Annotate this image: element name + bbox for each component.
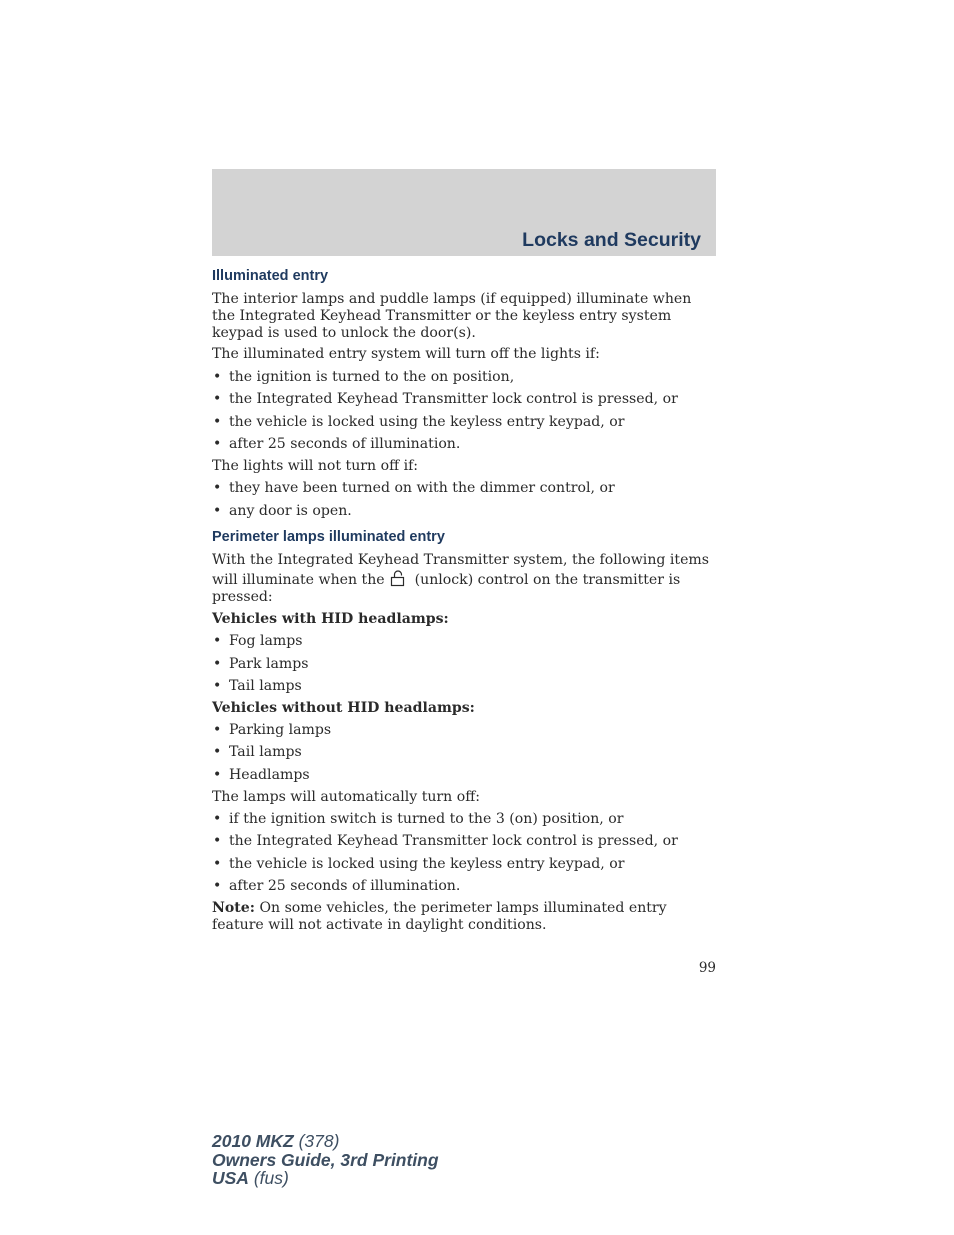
- heading-illuminated-entry: Illuminated entry: [212, 268, 329, 284]
- list-item: • any door is open.: [212, 503, 716, 520]
- paragraph-perimeter-intro: [212, 552, 716, 605]
- page-content: [212, 266, 716, 934]
- footer-market-code: (fus): [253, 1168, 289, 1189]
- list-non-hid-lamps: [212, 722, 716, 784]
- subheading-non-hid: Vehicles without HID headlamps:: [212, 699, 475, 716]
- list-item: • Tail lamps: [212, 744, 716, 761]
- list-item: • the vehicle is locked using the keyless entry keypad, or: [212, 856, 716, 873]
- list-item: • the ignition is turned to the on position,: [212, 369, 716, 386]
- list-item: • Headlamps: [212, 767, 716, 784]
- footer-edition-info: [212, 1132, 439, 1188]
- intro-text-after-icon: (unlock) control on the transmitter is pressed:: [212, 572, 681, 605]
- section-title: Locks and Security: [522, 229, 701, 251]
- footer-line-1: [212, 1132, 439, 1151]
- list-item: • if the ignition switch is turned to the 3 (on) position, or: [212, 811, 716, 828]
- list-not-off: [212, 480, 716, 519]
- footer-model-code: (378): [298, 1131, 340, 1151]
- list-item: • after 25 seconds of illumination.: [212, 878, 716, 895]
- list-item: • they have been turned on with the dimmer control, or: [212, 480, 716, 497]
- paragraph-turn-off-intro: The illuminated entry system will turn off the lights if:: [212, 346, 600, 363]
- footer-line-2: Owners Guide, 3rd Printing: [212, 1149, 439, 1170]
- paragraph-auto-off-intro: The lamps will automatically turn off:: [212, 788, 480, 805]
- note-text: On some vehicles, the perimeter lamps illuminated entry feature will not activate in daylight conditions.: [212, 900, 667, 933]
- page-number: 99: [698, 960, 716, 976]
- list-item: • the Integrated Keyhead Transmitter lock control is pressed, or: [212, 833, 716, 850]
- list-item: • Park lamps: [212, 656, 716, 673]
- unlock-icon: [389, 569, 407, 587]
- footer-line-3: [212, 1169, 439, 1188]
- list-item: • the vehicle is locked using the keyless entry keypad, or: [212, 414, 716, 431]
- list-item: • Parking lamps: [212, 722, 716, 739]
- list-item: • the Integrated Keyhead Transmitter lock control is pressed, or: [212, 391, 716, 408]
- subheading-hid: Vehicles with HID headlamps:: [212, 610, 449, 627]
- list-item: • Tail lamps: [212, 678, 716, 695]
- intro-text-before-icon: With the Integrated Keyhead Transmitter system, the following items will illuminate when the: [212, 552, 710, 589]
- list-item: • after 25 seconds of illumination.: [212, 436, 716, 453]
- note-label: Note:: [212, 900, 255, 917]
- list-turn-off: [212, 369, 716, 453]
- list-hid-lamps: [212, 633, 716, 695]
- note-paragraph: [212, 900, 716, 934]
- paragraph-intro: The interior lamps and puddle lamps (if equipped) illuminate when the Integrated Keyhead Transmitter or the keyless entry system keypad is used to unlock the door(s).: [212, 291, 692, 341]
- section-header-band: [212, 169, 716, 256]
- footer-market: USA: [212, 1168, 249, 1189]
- footer-model: 2010 MKZ: [212, 1131, 294, 1151]
- list-item: • Fog lamps: [212, 633, 716, 650]
- paragraph-not-off-intro: The lights will not turn off if:: [212, 457, 419, 474]
- heading-perimeter-lamps: Perimeter lamps illuminated entry: [212, 529, 445, 546]
- list-auto-off: [212, 811, 716, 895]
